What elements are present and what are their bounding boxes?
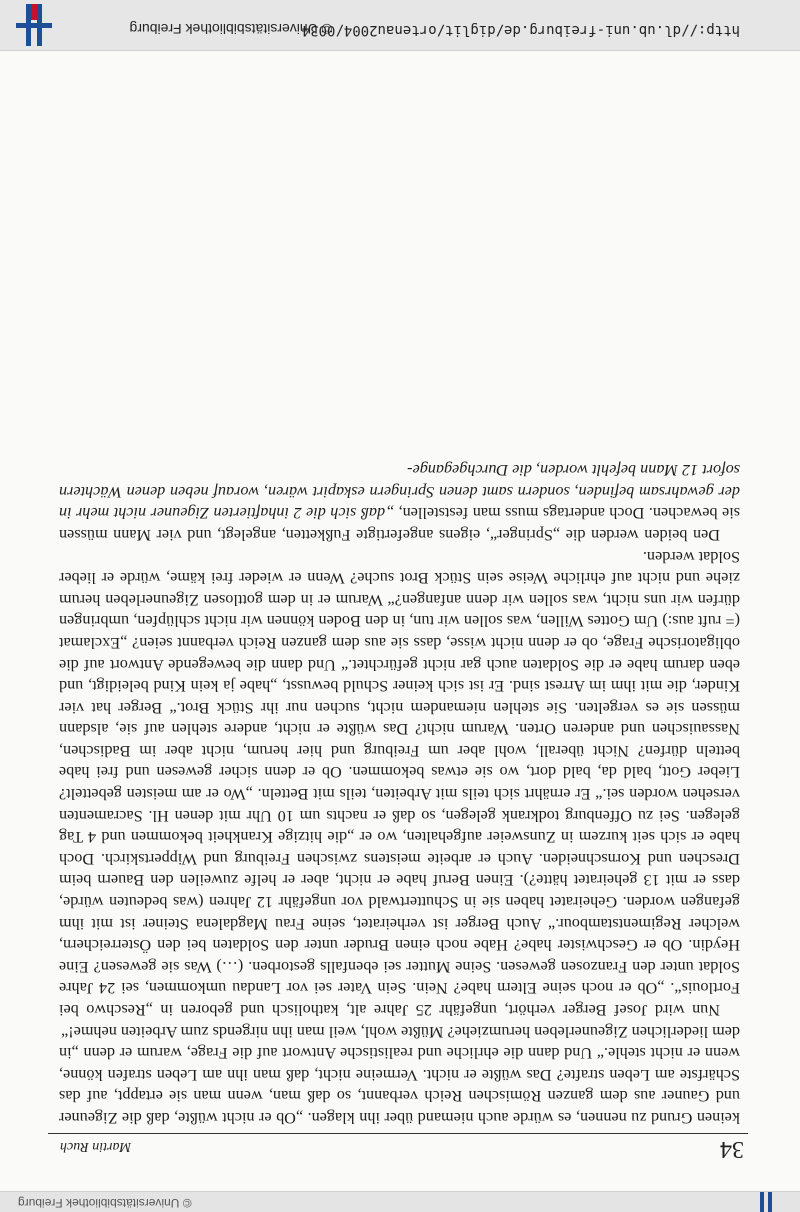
document-url-link[interactable]: http://dl.ub.uni-freiburg.de/diglit/ortenau2004/0034 — [301, 22, 740, 38]
library-credit: © Universitätsbibliothek Freiburg — [129, 21, 332, 37]
paragraph-3-italic-quote: „daß sich die 2 inhaftierten Zigeuner nicht mehr in der gewahrsam befinden, sondern samt denen Springern eskapirt wären, worauf neben denen Wächtern sofort 12 Mann befehlt worden, die Durchgegange- — [58, 461, 740, 523]
library-logo-fragment-icon — [758, 1192, 772, 1212]
paragraph-3 — [59, 459, 740, 545]
paragraph-3-text: Den beiden werden die „Springer“, eigens angefertigte Fußketten, angelegt, und vier Mann müssen sie bewachen. Doch andertags muss man feststellen, — [59, 504, 740, 544]
header-rule — [48, 1133, 748, 1134]
article-body — [59, 459, 740, 1128]
university-library-logo-icon — [16, 4, 52, 46]
library-copyright-fragment: © Universitätsbibliothek Freiburg — [18, 1196, 192, 1210]
running-head: Martin Ruch — [60, 1139, 132, 1154]
paragraph-1: keinen Grund zu nennen, es würde auch niemand über ihn klagen. „Ob er nicht wüßte, daß die Zigeuner und Gauner aus dem ganzen Römischen Reich verbannt, so daß man, wenn man sie ertappt, auf das Schärfste am Leben strafte? Das wüßte er nicht. Vermeine nicht, daß man ihn am Leben strafen könne, wenn er nicht stehle.“ Und dann die ehrliche und realistische Antwort auf die Frage, warum er denn „in dem liederlichen Zigeunerleben herumziehe? Müßte wohl, weil man ihn nirgends zum Arbeiten nehme!“ — [59, 1022, 740, 1127]
paragraph-2: Nun wird Josef Berger verhört, ungefähr 25 Jahre alt, katholisch und geboren in „Reschwo bei Fortlouis“. „Ob er noch seine Eltern habe? Nein. Sein Vater sei vor Landau umkommen, sei 24 Jahre Soldat unter den Franzosen gewesen. Seine Mutter sei ebenfalls gestorben. (…) Was sie gewesen? Eine Heydin. Ob er Geschwister habe? Habe noch einen Bruder unter den Soldaten bei den Österreichern, welcher Regimentstambour.“ Auch Berger ist verheiratet, seine Frau Magdalena Steiner ist mit ihm gefangen worden. Geheiratet haben sie in Schuttertwald vor ungefähr 12 Jahren (was bedeuten würde, dass er mit 13 geheiratet hätte?). Einen Beruf habe er nicht, aber er helfe zuweilen den Bauern beim Dreschen und Kornschneiden. Auch er arbeite meistens zwischen Freiburg und Wippertskirch. Doch habe er sich seit kurzem in Zunsweier aufgehalten, wo er „die hitzige Krankheit bekommen und 4 Tag gelegen. Sei zu Offenburg todkrank gelegen, so daß er nachts um 10 Uhr mit denen Hl. Sacramenten versehen worden sei.“ Er ernährt sich teils mit Arbeiten, teils mit Betteln. „Wo er am meisten gebettelt? Lieber Gott, bald da, bald dort, wo sie etwas bekommen. Ob er denn sicher gewesen und frei habe betteln dürfen? Nicht überall, wohl aber um Freiburg und hier herum, nicht aber im Badischen, Nassauischen und anderen Orten. Warum nicht? Das wüßte er nicht, andere stehlen auf sie, alsdann müssen sie es vergelten. Sie stehlen niemandem nicht, suchen nur ihr Stück Brot.“ Berger hat vier Kinder, die mit ihm im Arrest sind. Er ist sich keiner Schuld bewusst, „habe ja kein Kind beleidigt, und eben darum habe er die Soldaten auch gar nicht gefürchtet.“ Und dann die bewegende Antwort auf die obligatorische Frage, ob er denn nicht wisse, dass sie aus dem ganzen Reich verbannt seien? „Exclamat (= ruft aus:) Um Gottes Willen, was sollen wir tun, in den Boden können wir nicht schlüpfen, umbringen dürfen wir uns nicht, was sollen wir denn anfangen?“ Warum er in dem gottlosen Zigeunerleben herum ziehe und nicht auf ehrliche Weise sein Stück Brot suche? Wenn er wieder frei käme, würde er lieber Soldat werden. — [59, 547, 740, 1020]
page-top-strip — [0, 1191, 800, 1212]
digital-library-footer — [0, 0, 800, 51]
page-number: 34 — [720, 1136, 744, 1162]
